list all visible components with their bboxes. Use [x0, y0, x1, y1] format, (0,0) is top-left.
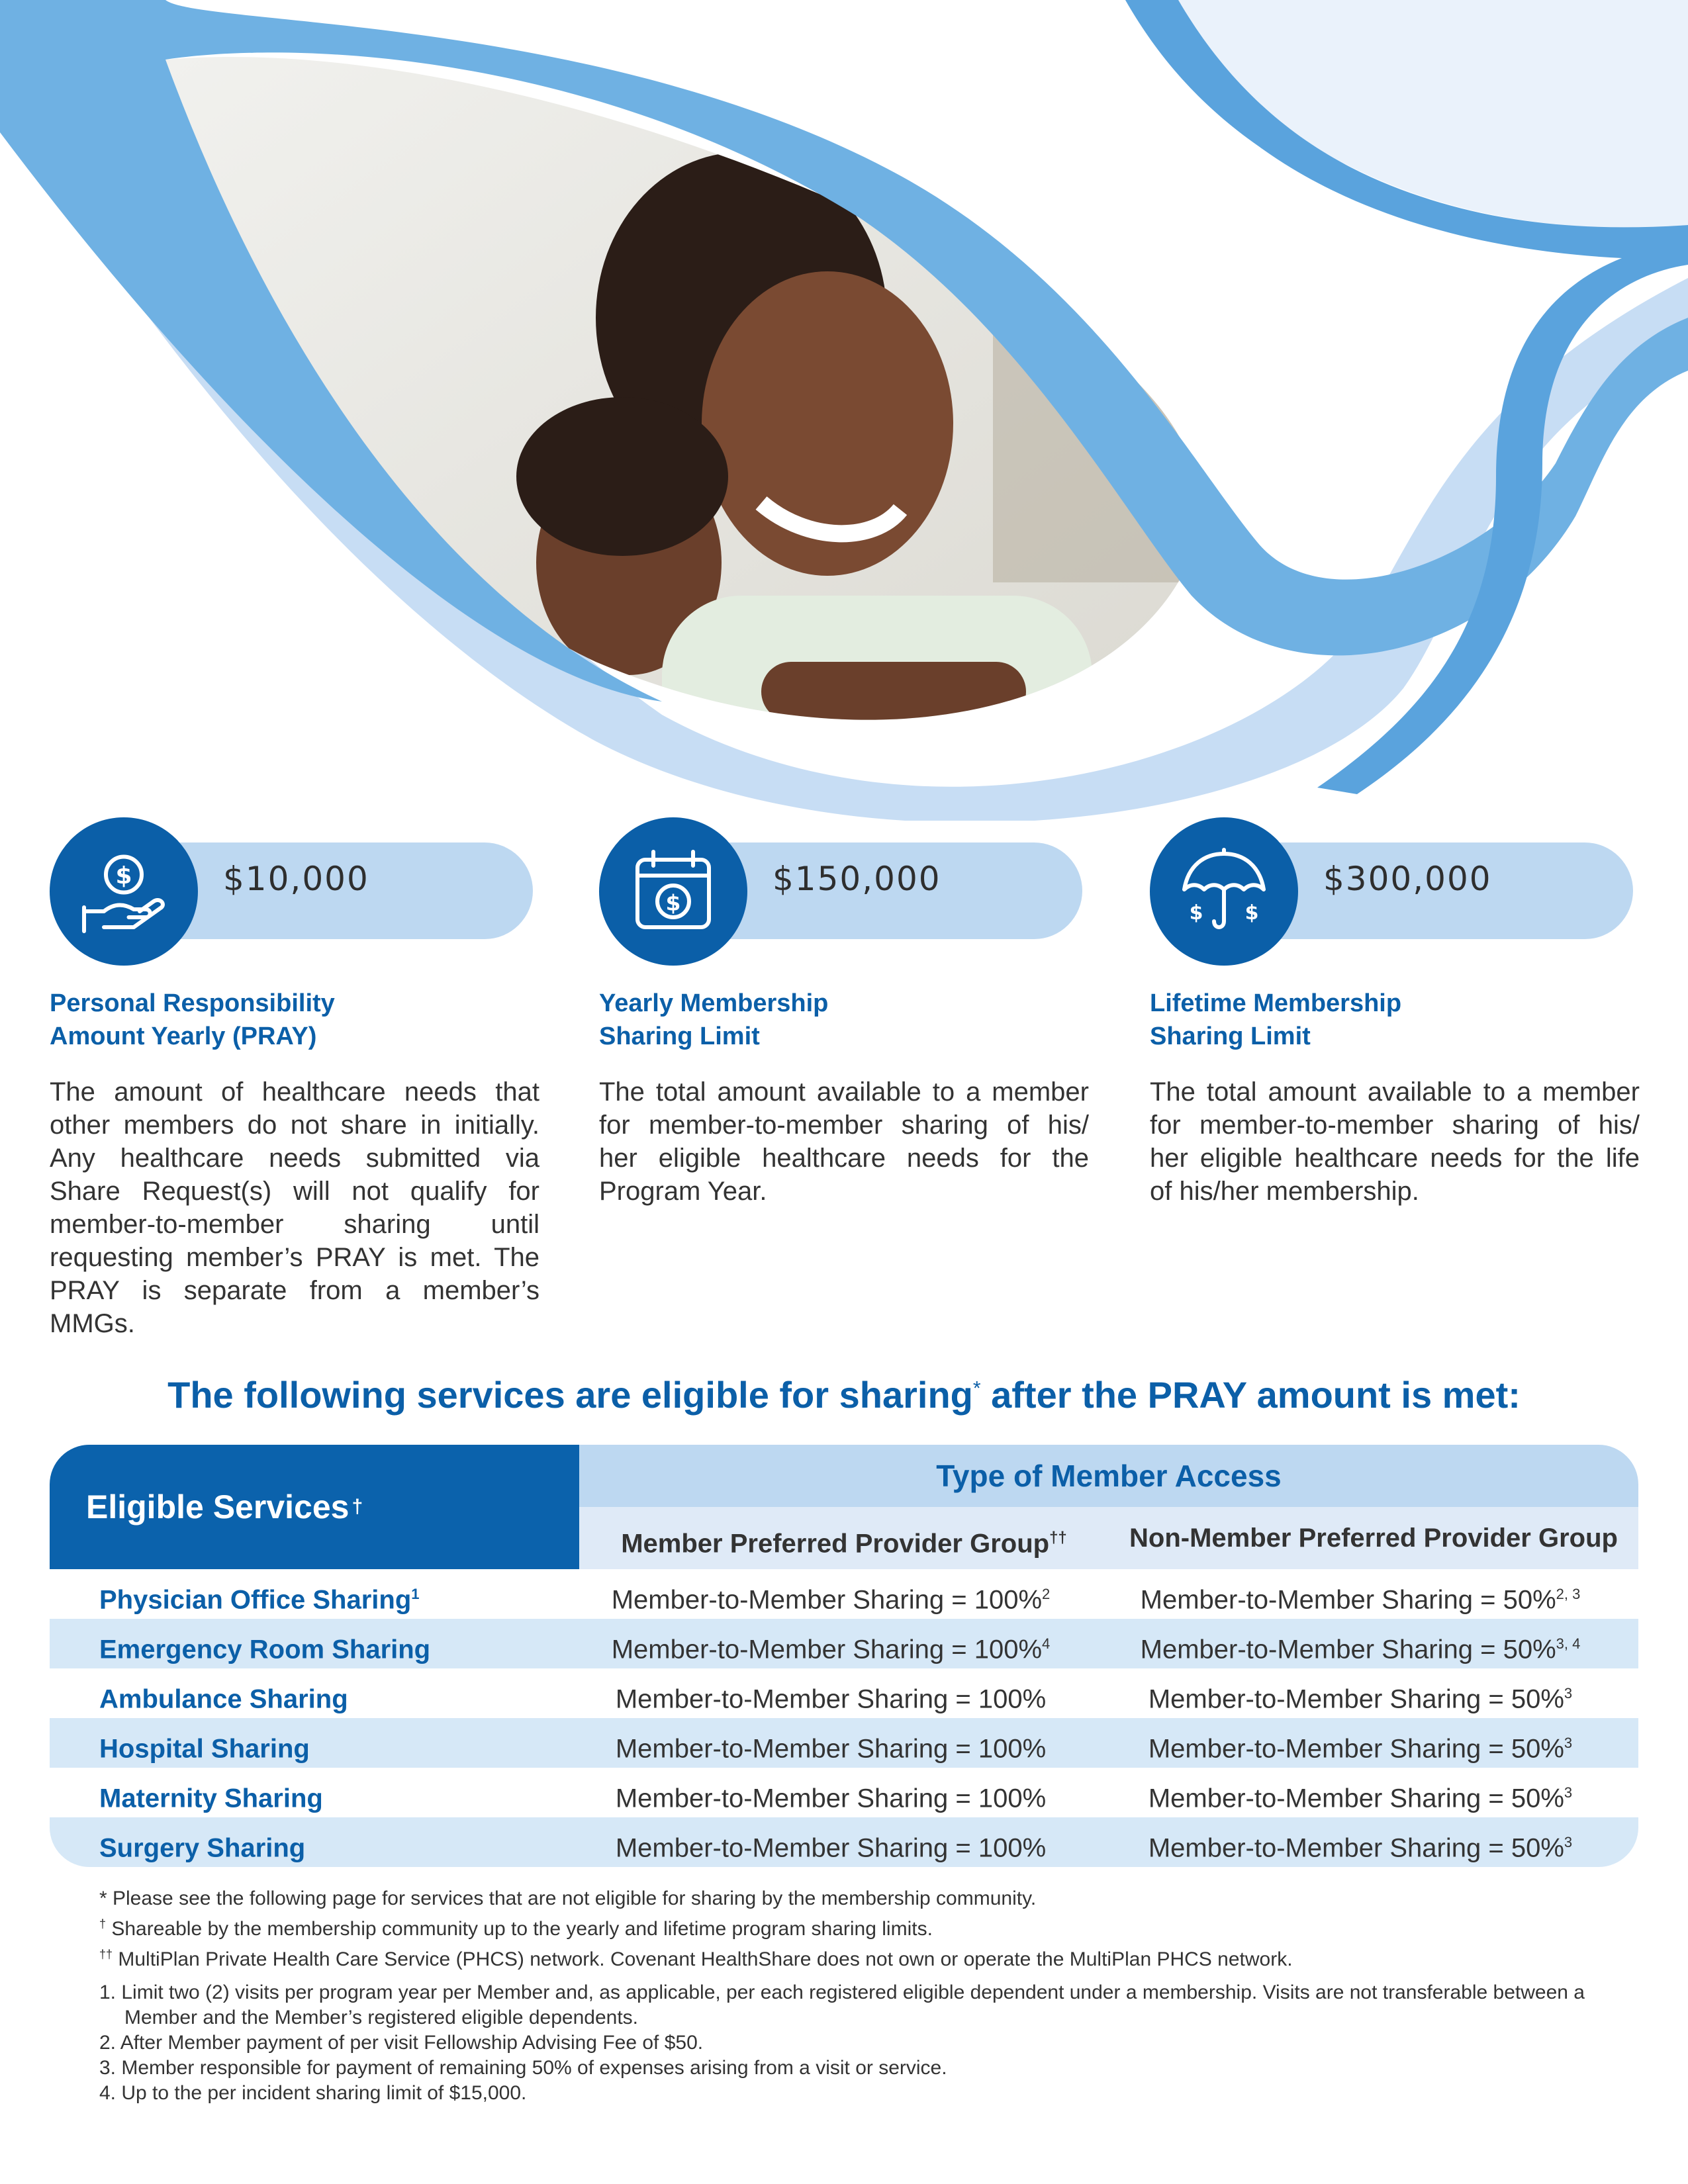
table-row: [50, 1817, 1638, 1867]
amount-value: $150,000: [773, 860, 941, 898]
preferred-value: Member-to-Member Sharing = 100%$^4$: [611, 1635, 1051, 1664]
member-access-header: Type of Member Access: [579, 1445, 1638, 1507]
stat-description: The total amount available to a member for member-to-member sharing of his/ her eligible healthcare needs for the life of his/her membership.: [1150, 1077, 1640, 1206]
non-preferred-value: Member-to-Member Sharing = 50%$^3$: [1148, 1833, 1573, 1863]
footnotes: [99, 1886, 1642, 2106]
preferred-value: Member-to-Member Sharing = 100%: [615, 1684, 1047, 1714]
preferred-value: Member-to-Member Sharing = 100%: [615, 1784, 1047, 1813]
stat-description: The total amount available to a member for member-to-member sharing of his/ her eligible healthcare needs for the Program Year.: [599, 1077, 1089, 1206]
note-item: 2. After Member payment of per visit Fellowship Advising Fee of $50.: [99, 2032, 704, 2054]
footnote-asterisk: * Please see the following page for services that are not eligible for sharing by the membership community.: [99, 1888, 1037, 1909]
non-preferred-value: Member-to-Member Sharing = 50%$^{2, 3}$: [1140, 1585, 1581, 1615]
hand-coin-icon: [50, 817, 198, 966]
amount-value: $300,000: [1323, 860, 1492, 898]
svg-text:$: $: [665, 889, 681, 916]
preferred-value: Member-to-Member Sharing = 100%: [615, 1833, 1047, 1863]
note-item: 1. Limit two (2) visits per program year per Member and, as applicable, per each registered eligible dependent under a membership. Visits are not transferable between a Member and the Member’s registered eligible dependents.: [99, 1981, 1585, 2028]
eligible-services-table: [50, 1445, 1638, 1868]
service-name: Ambulance Sharing: [99, 1684, 348, 1714]
umbrella-dollar-icon: [1150, 817, 1298, 966]
stat-title: Lifetime Membership Sharing Limit: [1150, 989, 1402, 1050]
table-row: [50, 1718, 1638, 1768]
non-preferred-provider-header: Non-Member Preferred Provider Group: [1109, 1507, 1638, 1569]
eligible-services-header: Eligible Services †: [50, 1445, 579, 1569]
amount-value: $10,000: [223, 860, 369, 898]
table-row: [50, 1619, 1638, 1668]
table-row: [50, 1668, 1638, 1718]
hero-banner: [0, 0, 1688, 821]
preferred-value: Member-to-Member Sharing = 100%$^2$: [611, 1585, 1051, 1615]
stat-title: Personal Responsibility Amount Yearly (PRAY): [50, 989, 335, 1050]
stat-description: The amount of healthcare needs that other members do not share in initially. Any healthcare needs submitted via Share Request(s) will not qualify for member-to-member sharing until requesting member’s PRAY is met. The PRAY is separate from a member’s MMGs.: [50, 1077, 539, 1338]
service-name: Hospital Sharing: [99, 1734, 310, 1764]
table-row: [50, 1569, 1638, 1619]
svg-text:$: $: [115, 862, 132, 889]
non-preferred-value: Member-to-Member Sharing = 50%$^3$: [1148, 1734, 1573, 1764]
non-preferred-value: Member-to-Member Sharing = 50%$^3$: [1148, 1684, 1573, 1714]
service-name: Surgery Sharing: [99, 1833, 306, 1863]
svg-text:$: $: [1189, 901, 1203, 925]
non-preferred-value: Member-to-Member Sharing = 50%$^{3, 4}$: [1140, 1635, 1581, 1664]
section-title: The following services are eligible for sharing* after the PRAY amount is met:: [167, 1374, 1521, 1416]
preferred-provider-header: Member Preferred Provider Group††: [579, 1507, 1109, 1569]
note-item: 3. Member responsible for payment of remaining 50% of expenses arising from a visit or service.: [99, 2057, 947, 2079]
calendar-dollar-icon: [599, 817, 747, 966]
footnote-double-dagger: †† MultiPlan Private Health Care Service (PHCS) network. Covenant HealthShare does not own or operate the MultiPlan PHCS network.: [99, 1948, 1293, 1970]
hero-illustration: [0, 0, 1688, 821]
non-preferred-value: Member-to-Member Sharing = 50%$^3$: [1148, 1784, 1573, 1813]
numbered-notes: [99, 1980, 1642, 2106]
footnote-dagger: † Shareable by the membership community up to the yearly and lifetime program sharing limits.: [99, 1917, 933, 1940]
service-name: Maternity Sharing: [99, 1784, 323, 1813]
service-name: Physician Office Sharing$^1$: [99, 1585, 420, 1615]
table-row: [50, 1768, 1638, 1817]
note-item: 4. Up to the per incident sharing limit of $15,000.: [99, 2082, 527, 2104]
service-name: Emergency Room Sharing: [99, 1635, 431, 1664]
preferred-value: Member-to-Member Sharing = 100%: [615, 1734, 1047, 1764]
svg-text:$: $: [1244, 901, 1259, 925]
stat-title: Yearly Membership Sharing Limit: [599, 989, 829, 1050]
